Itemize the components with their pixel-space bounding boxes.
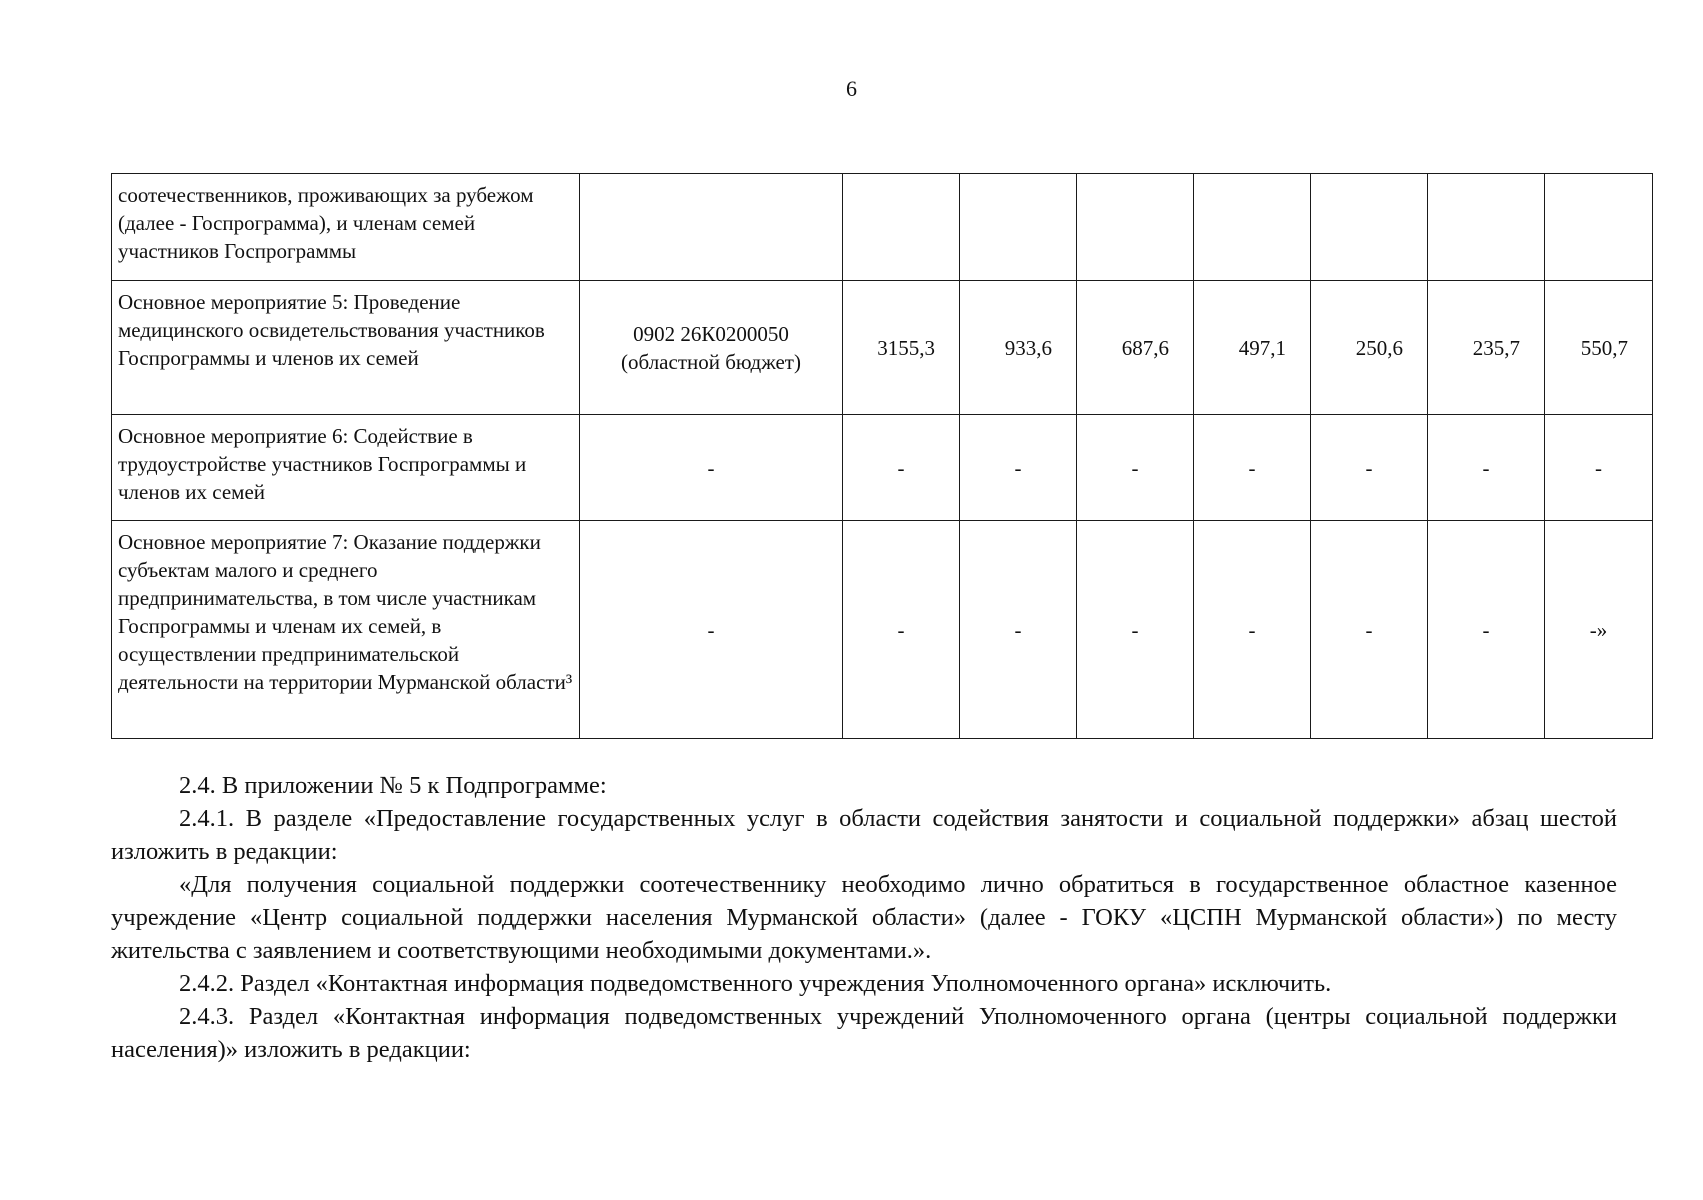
row-source: 0902 26К0200050 (областной бюджет): [580, 281, 843, 415]
row-value: -: [1428, 521, 1545, 739]
row-value: -: [1428, 415, 1545, 521]
row-value: -: [843, 521, 960, 739]
row-value: [1311, 174, 1428, 281]
row-value: [1428, 174, 1545, 281]
table-row: [112, 174, 1653, 281]
row-value: [843, 174, 960, 281]
paragraph-quote: «Для получения социальной поддержки соотечественнику необходимо лично обратиться в государственное областное казенное учреждение «Центр социальной поддержки населения Мурманской области» (далее - ГОКУ «ЦСПН Мурманской области») по месту жительства с заявлением и соответствующими необходимыми документами.».: [111, 871, 1617, 964]
row-value: 250,6: [1311, 281, 1428, 415]
body-text: [111, 769, 1617, 1066]
row-value: [1194, 174, 1311, 281]
row-value: 497,1: [1194, 281, 1311, 415]
row-value: -»: [1545, 521, 1653, 739]
row-value: -: [1311, 415, 1428, 521]
row-value: -: [1077, 521, 1194, 739]
row-description: соотечественников, проживающих за рубежом (далее - Госпрограмма), и членам семей участников Госпрограммы: [112, 174, 580, 281]
table-row: [112, 415, 1653, 521]
row-value: 933,6: [960, 281, 1077, 415]
row-value: [1077, 174, 1194, 281]
paragraph-2-4: 2.4. В приложении № 5 к Подпрограмме:: [179, 772, 607, 799]
row-value: -: [1545, 415, 1653, 521]
funding-table: [111, 173, 1653, 739]
paragraph-2-4-3: 2.4.3. Раздел «Контактная информация подведомственных учреждений Уполномоченного органа (центры социальной поддержки населения)» изложить в редакции:: [111, 1003, 1617, 1063]
row-value: [1545, 174, 1653, 281]
row-value: -: [1194, 415, 1311, 521]
row-description: Основное мероприятие 6: Содействие в трудоустройстве участников Госпрограммы и членов их семей: [112, 415, 580, 521]
row-value: -: [1194, 521, 1311, 739]
row-source: -: [580, 521, 843, 739]
row-value: -: [960, 415, 1077, 521]
row-value: 550,7: [1545, 281, 1653, 415]
row-value: 235,7: [1428, 281, 1545, 415]
table-row: [112, 521, 1653, 739]
page-number: 6: [846, 76, 857, 101]
row-value: -: [960, 521, 1077, 739]
paragraph-2-4-1: 2.4.1. В разделе «Предоставление государственных услуг в области содействия занятости и социальной поддержки» абзац шестой изложить в редакции:: [111, 805, 1617, 865]
row-source: -: [580, 415, 843, 521]
row-source: [580, 174, 843, 281]
paragraph-2-4-2: 2.4.2. Раздел «Контактная информация подведомственного учреждения Уполномоченного органа» исключить.: [179, 970, 1332, 997]
row-value: [960, 174, 1077, 281]
row-description: Основное мероприятие 5: Проведение медицинского освидетельствования участников Госпрограммы и членов их семей: [112, 281, 580, 415]
row-value: -: [1077, 415, 1194, 521]
row-value: -: [1311, 521, 1428, 739]
row-value: 3155,3: [843, 281, 960, 415]
row-value: -: [843, 415, 960, 521]
row-description: Основное мероприятие 7: Оказание поддержки субъектам малого и среднего предпринимательства, в том числе участникам Госпрограммы и членам их семей, в осуществлении предпринимательской деятельности на территории Мурманской области³: [112, 521, 580, 739]
table-row: [112, 281, 1653, 415]
row-value: 687,6: [1077, 281, 1194, 415]
